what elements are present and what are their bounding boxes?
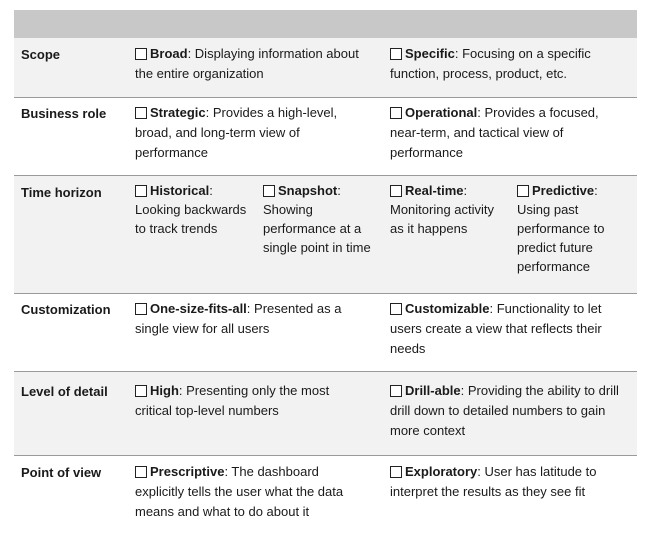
checkbox[interactable] [135,185,147,197]
option-title: Exploratory [405,464,478,479]
option-text: : Presenting only the most critical top-level numbers [135,383,330,418]
checkbox[interactable] [135,303,147,315]
option-text: : [463,183,468,198]
option-title: High [150,383,179,398]
row-label: Customization [21,302,111,317]
table-row [14,38,637,98]
option-text: : Functionality to let users create a view that reflects their needs [390,301,602,356]
checkbox[interactable] [263,185,275,197]
checkbox[interactable] [390,48,402,60]
option-text: : [337,183,341,198]
option-cell [390,103,622,163]
option-cell [390,44,630,84]
option-title: Operational [405,105,478,120]
option-cell [135,181,257,238]
option-text: : Focusing on a specific function, process, product, etc. [390,46,591,81]
table-row [14,372,637,456]
option-description: Showing performance at a single point in time [263,202,371,255]
checkbox[interactable] [135,107,147,119]
row-label: Time horizon [21,185,102,200]
option-title: Historical [150,183,210,198]
option-text: : [209,183,213,198]
option-text: : Presented as a single view for all users [135,301,342,336]
option-description: Monitoring activity as it happens [390,202,495,236]
option-cell [135,381,360,421]
table-row [14,456,637,536]
option-title: Specific [405,46,455,61]
option-text: : Displaying information about the entire organization [135,46,359,81]
option-cell [135,462,367,522]
option-cell [390,462,622,502]
checkbox[interactable] [135,48,147,60]
option-description: Using past performance to predict future performance [517,202,605,274]
option-cell [135,44,380,84]
option-title: Broad [150,46,188,61]
option-text: : [594,183,598,198]
option-text: : Providing the ability to drill drill down to detailed numbers to gain more context [390,383,619,438]
checkbox[interactable] [135,466,147,478]
option-text: : Provides a focused, near-term, and tactical view of performance [390,105,599,160]
option-cell [135,299,367,339]
row-label: Point of view [21,465,102,480]
checkbox[interactable] [390,107,402,119]
option-title: Predictive [532,183,595,198]
option-cell [135,103,355,163]
row-label: Business role [21,106,107,121]
option-text: : Provides a high-level, broad, and long-term view of performance [135,105,338,160]
table-row [14,98,637,176]
option-cell [390,299,628,359]
checkbox[interactable] [390,385,402,397]
option-title: Snapshot [278,183,338,198]
checkbox[interactable] [390,303,402,315]
checkbox[interactable] [390,185,402,197]
option-text: : User has latitude to interpret the results as they see fit [390,464,597,499]
option-cell [263,181,385,257]
option-title: Strategic [150,105,206,120]
option-title: One-size-fits-all [150,301,247,316]
checkbox[interactable] [390,466,402,478]
option-text: : The dashboard explicitly tells the user what the data means and what to do about it [135,464,344,519]
table-row [14,176,637,294]
table-row [14,294,637,372]
checkbox[interactable] [517,185,529,197]
table-header-bar [14,10,637,38]
option-description: Looking backwards to track trends [135,202,247,236]
option-title: Customizable [405,301,490,316]
option-cell [390,381,635,441]
checkbox[interactable] [135,385,147,397]
option-title: Drill-able [405,383,461,398]
option-title: Real-time [405,183,464,198]
option-title: Prescriptive [150,464,225,479]
row-label: Level of detail [21,384,108,399]
option-cell [517,181,629,276]
option-cell [390,181,508,238]
row-label: Scope [21,47,61,62]
